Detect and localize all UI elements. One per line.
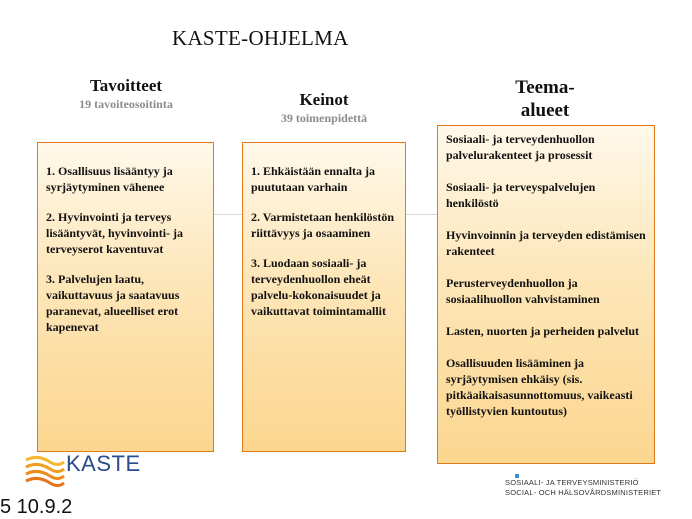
goals-box: [37, 142, 214, 452]
page-title: KASTE-OHJELMA: [172, 26, 349, 50]
ministry-name-fi: SOSIAALI- JA TERVEYSMINISTERIÖ: [505, 478, 639, 487]
goal-item: 1. Osallisuus lisääntyy ja syrjäytyminen vähenee: [46, 164, 173, 194]
theme-item: Hyvinvoinnin ja terveyden edistämisen rakenteet: [446, 228, 646, 258]
theme-item: Osallisuuden lisääminen ja syrjäytymisen ehkäisy (sis. pitkäaikaisasunnottomuus, vaikeasti työllistyvien kuntoutus): [446, 356, 633, 418]
column-heading-line2: alueet: [520, 100, 570, 121]
goal-item: 2. Hyvinvointi ja terveys lisääntyvät, hyvinvointi- ja terveyserot kaventuvat: [46, 210, 184, 256]
kaste-logo-text: KASTE: [66, 451, 141, 476]
means-item: 2. Varmistetaan henkilöstön riittävyys ja osaaminen: [251, 210, 395, 240]
column-header-goals: [40, 76, 212, 112]
column-heading: Tavoitteet: [89, 76, 163, 95]
goal-item: 3. Palvelujen laatu, vaikuttavuus ja saatavuus paranevat, alueelliset erot kapenevat: [46, 272, 180, 334]
connector-line: [406, 214, 437, 215]
means-item: 3. Luodaan sosiaali- ja terveydenhuollon eheät palvelu-kokonaisuudet ja vaikuttavat toimintamallit: [251, 256, 386, 318]
theme-item: Sosiaali- ja terveyspalvelujen henkilöstö: [446, 180, 596, 210]
means-item: 1. Ehkäistään ennalta ja puututaan varhain: [251, 164, 376, 194]
theme-item: Lasten, nuorten ja perheiden palvelut: [446, 324, 640, 338]
connector-line: [214, 214, 242, 215]
themes-box: [437, 125, 655, 464]
column-subheading: 39 toimenpidettä: [280, 111, 368, 125]
column-heading-line1: Teema-: [515, 77, 575, 98]
column-subheading: 19 tavoiteosoitinta: [79, 97, 173, 111]
theme-item: Sosiaali- ja terveydenhuollon palvelurakenteet ja prosessit: [446, 132, 595, 162]
column-header-means: [243, 90, 405, 126]
theme-item: Perusterveydenhuollon ja sosiaalihuollon vahvistaminen: [446, 276, 600, 306]
column-heading: Keinot: [299, 90, 349, 109]
ministry-name-sv: SOCIAL- OCH HÄLSOVÅRDSMINISTERIET: [505, 488, 662, 497]
column-header-themes: [470, 76, 620, 122]
ministry-name: [505, 478, 661, 498]
slide-footer: 5 10.9.2: [0, 496, 73, 518]
means-box: [242, 142, 406, 452]
